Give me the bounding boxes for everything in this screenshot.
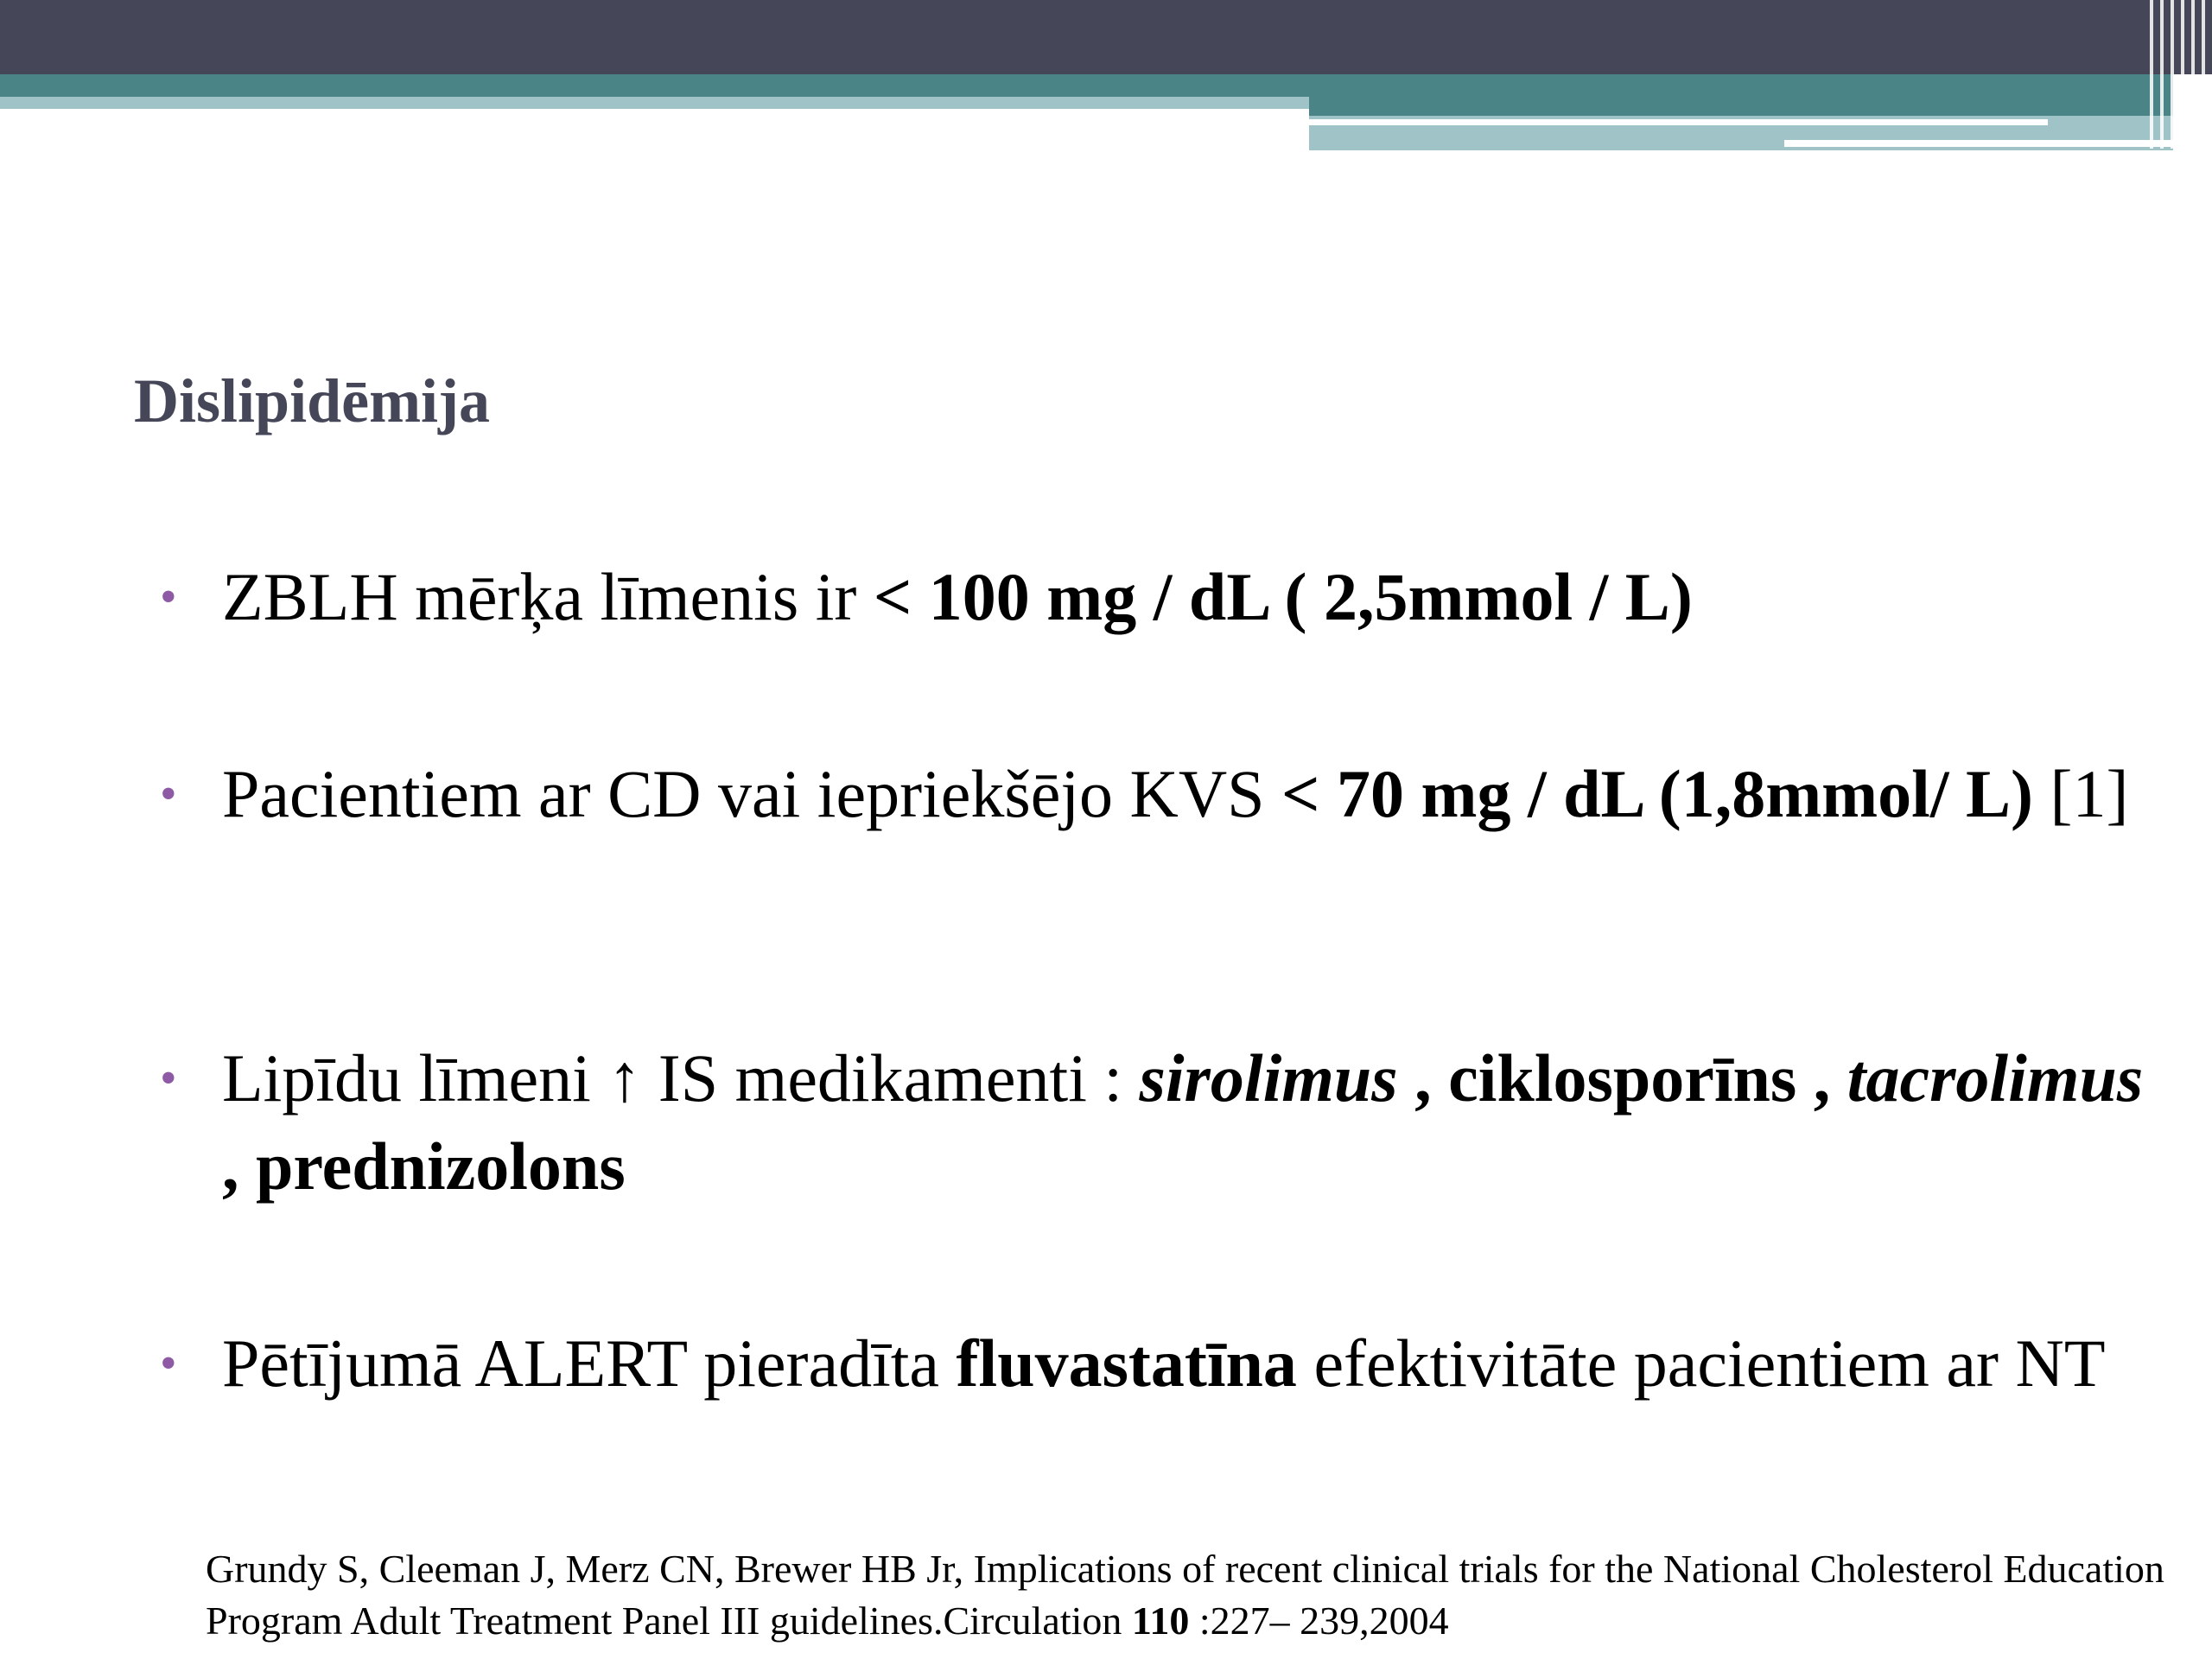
- slide-title: Dislipidēmija: [134, 366, 491, 435]
- header-edge-stripe: [2150, 0, 2153, 149]
- text-run-bold: , ciklosporīns ,: [1397, 1040, 1847, 1116]
- header-edge-stripe: [2171, 0, 2174, 149]
- header-light-band: [0, 97, 1309, 109]
- header-edge-stripe: [2191, 0, 2195, 149]
- reference-volume: 110: [1131, 1599, 1190, 1643]
- header-edge-stripe: [2202, 0, 2205, 149]
- header-decoration: [0, 0, 2212, 147]
- bullet-marker: •: [160, 1337, 177, 1390]
- text-run: Lipīdu līmeni ↑ IS medikamenti :: [222, 1040, 1140, 1116]
- text-run-bold: < 70 mg / dL (1,8mmol/ L): [1281, 756, 2033, 831]
- bullet-text: [222, 1325, 2105, 1401]
- text-run: Pētījumā ALERT pieradīta: [222, 1325, 957, 1401]
- header-stripe: [1784, 140, 2173, 147]
- reference-text: Grundy S, Cleeman J, Merz CN, Brewer HB Jr, Implications of recent clinical trials for the National Cholesterol Education Program Adult Treatment Panel III guidelines.Circulation: [206, 1547, 2164, 1643]
- header-stripe: [1309, 119, 2048, 125]
- bullet-text: [222, 1040, 2143, 1204]
- text-run: Pacientiem ar CD vai iepriekšējo KVS: [222, 756, 1282, 831]
- bullet-item: [160, 1319, 2105, 1408]
- header-teal-band: [0, 74, 1309, 97]
- text-run-bold: , prednizolons: [222, 1128, 626, 1204]
- text-run-bold: < 100 mg / dL ( 2,5mmol / L): [873, 559, 1693, 634]
- bullet-marker: •: [160, 1052, 177, 1105]
- header-edge-stripe: [2160, 0, 2164, 149]
- text-run: ZBLH mērķa līmenis ir: [222, 559, 874, 634]
- header-teal-band-right: [1309, 74, 2173, 116]
- header-dark-band: [0, 0, 2212, 74]
- text-run: [1]: [2033, 756, 2129, 831]
- header-edge-stripe: [2181, 0, 2184, 149]
- text-run-bold: fluvastatīna: [956, 1325, 1297, 1401]
- reference-pages: :227– 239,2004: [1189, 1599, 1449, 1643]
- bullet-text: [222, 756, 2128, 831]
- bullet-item: [160, 750, 2128, 838]
- text-run-bold-italic: tacrolimus: [1847, 1040, 2144, 1116]
- reference-citation: [206, 1543, 2193, 1647]
- bullet-item: [160, 1034, 2147, 1211]
- bullet-item: [160, 553, 1693, 641]
- bullet-text: [222, 559, 1693, 634]
- bullet-marker: •: [160, 767, 177, 821]
- bullet-marker: •: [160, 570, 177, 624]
- text-run: efektivitāte pacientiem ar NT: [1296, 1325, 2106, 1401]
- text-run-bold-italic: sirolimus: [1139, 1040, 1398, 1116]
